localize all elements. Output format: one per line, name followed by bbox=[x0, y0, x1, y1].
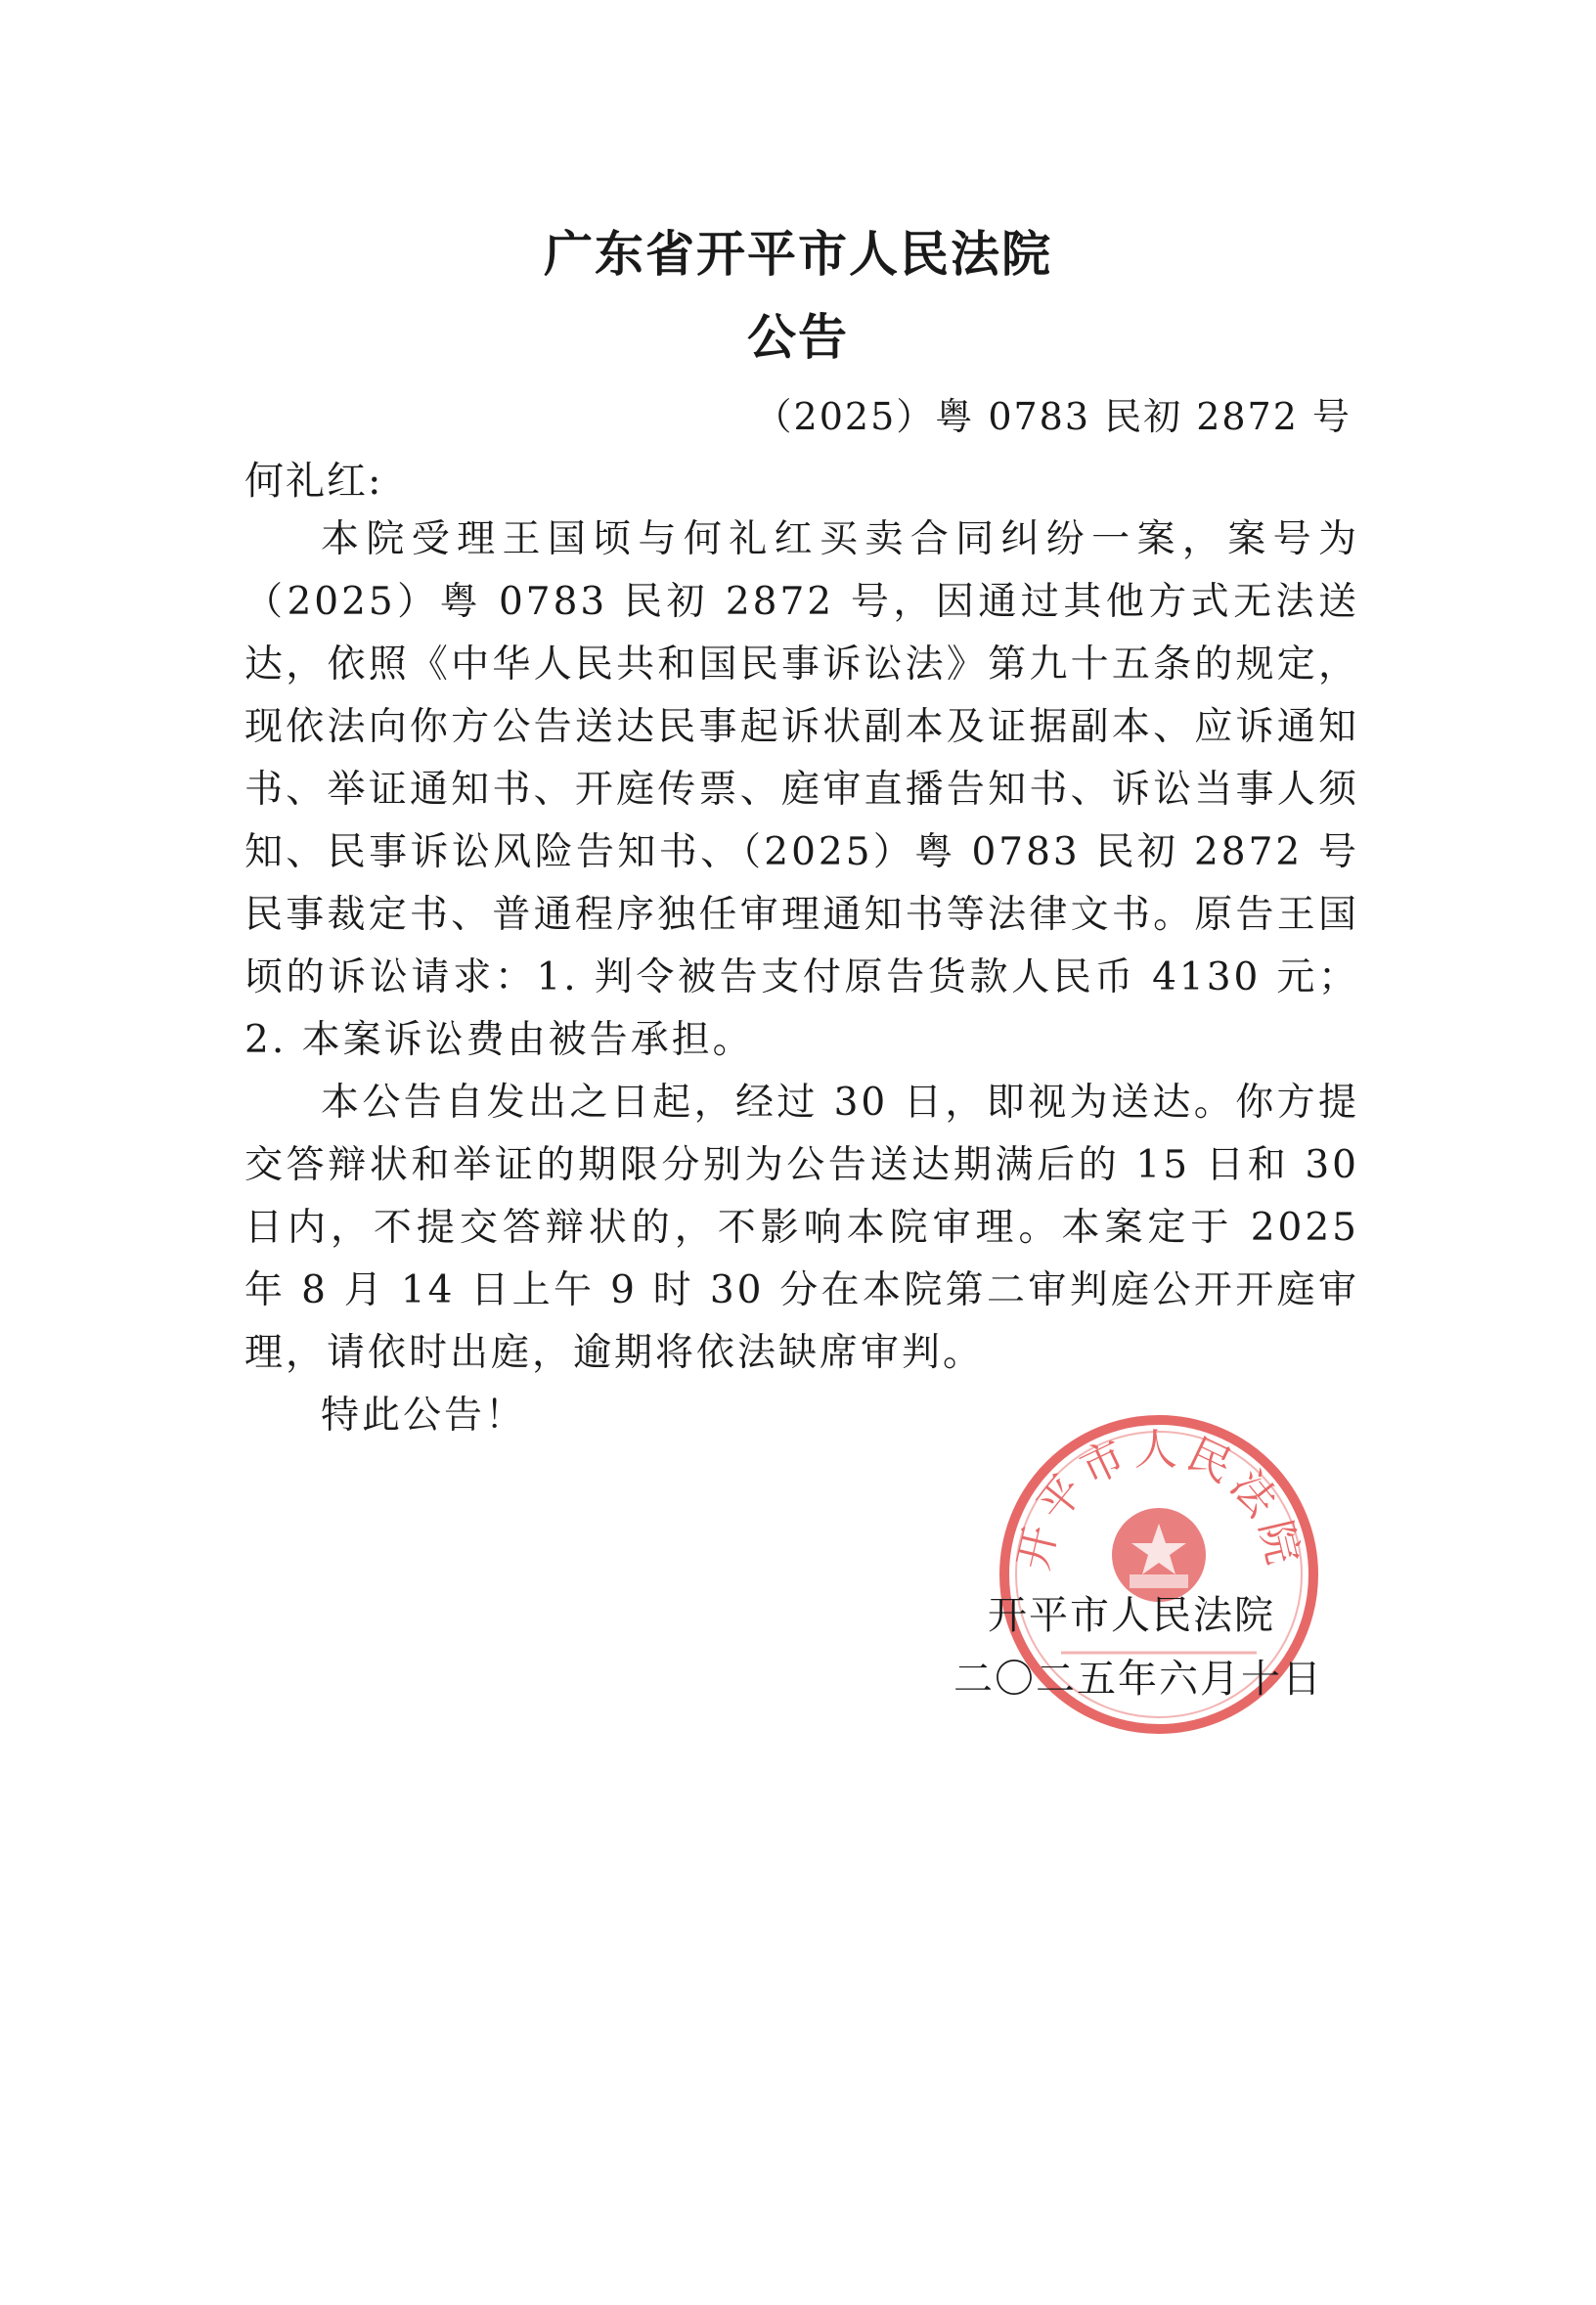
addressee: 何礼红: bbox=[244, 459, 383, 504]
signature-date: 二〇二五年六月十日 bbox=[953, 1657, 1323, 1702]
paragraph-hearing-info: 本公告自发出之日起，经过 30 日，即视为送达。你方提交答辩状和举证的期限分别为公告送达期满后的 15 日和 30 日内，不提交答辩状的，不影响本院审理。本案定于 2025 年 8 月 14 日上午 9 时 30 分在本院第二审判庭公开开庭审理，请依时出庭，逾期将依法缺席审判。 bbox=[244, 1081, 1359, 1375]
case-number: （2025）粤 0783 民初 2872 号 bbox=[754, 395, 1352, 438]
notice-body bbox=[244, 509, 1359, 1447]
document-type-heading: 公告 bbox=[747, 308, 849, 366]
paragraph-service-notice: 本院受理王国顷与何礼红买卖合同纠纷一案，案号为（2025）粤 0783 民初 2872 号，因通过其他方式无法送达，依照《中华人民共和国民事诉讼法》第九十五条的规定，现依法向你方公告送达民事起诉状副本及证据副本、应诉通知书、举证通知书、开庭传票、庭审直播告知书、诉讼当事人须知、民事诉讼风险告知书、（2025）粤 0783 民初 2872 号民事裁定书、普通程序独任审理通知书等法律文书。原告王国顷的诉讼请求：1. 判令被告支付原告货款人民币 4130 元；2. 本案诉讼费由被告承担。 bbox=[244, 517, 1359, 1062]
seal-ring-text: 开平市人民法院 bbox=[1008, 1424, 1309, 1575]
signature-court: 开平市人民法院 bbox=[988, 1593, 1275, 1638]
court-name-heading: 广东省开平市人民法院 bbox=[544, 225, 1052, 283]
paragraph-closing: 特此公告！ bbox=[321, 1394, 527, 1438]
